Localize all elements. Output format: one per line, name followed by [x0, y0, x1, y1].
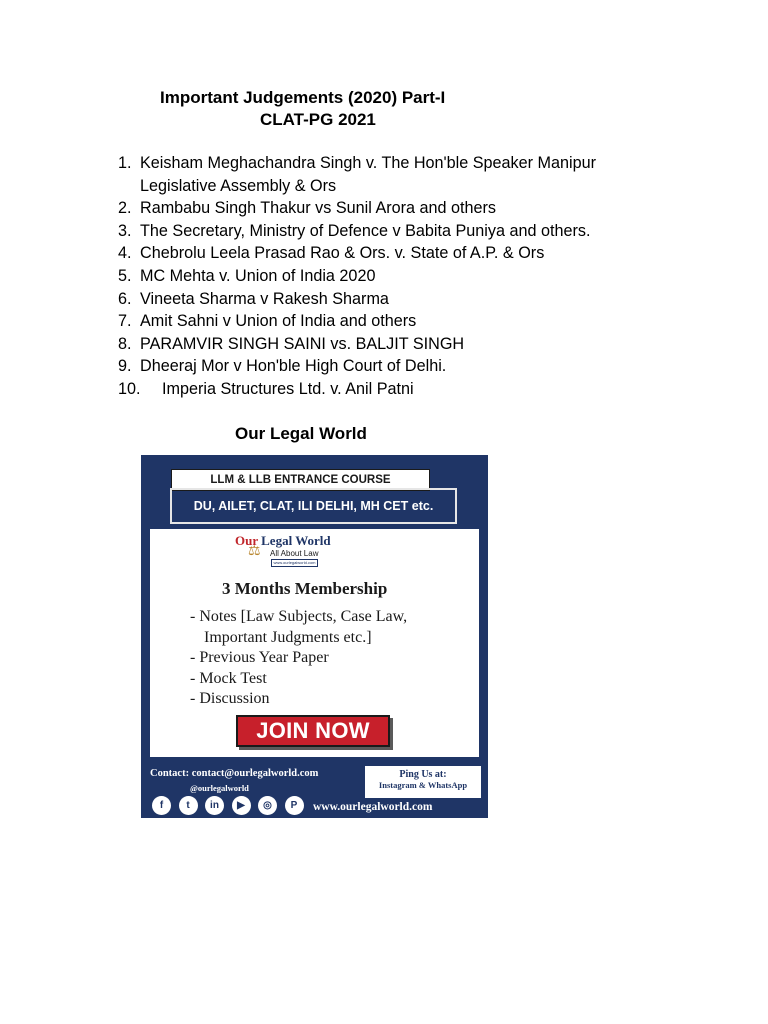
case-item: [118, 152, 718, 175]
case-number: [118, 175, 140, 198]
feature-list: [190, 607, 407, 710]
ping-subtitle: Instagram & WhatsApp: [378, 780, 468, 790]
case-item: [118, 378, 718, 401]
case-number: 8.: [118, 334, 132, 353]
feature-item: Important Judgments etc.]: [204, 628, 372, 646]
linkedin-icon[interactable]: in: [205, 796, 224, 815]
case-item: [118, 265, 718, 288]
logo-name: Our Legal World: [235, 533, 331, 548]
case-item: [118, 355, 718, 378]
logo-website: www.ourlegalworld.com: [271, 559, 318, 567]
social-handle: @ourlegalworld: [190, 783, 249, 793]
case-list: [118, 152, 718, 401]
exam-list: DU, AILET, CLAT, ILI DELHI, MH CET etc.: [170, 488, 457, 524]
membership-heading: 3 Months Membership: [222, 579, 388, 598]
brand-heading: Our Legal World: [235, 424, 367, 443]
case-item: [118, 242, 718, 265]
case-number: 7.: [118, 312, 132, 331]
advertisement-banner[interactable]: [141, 455, 488, 818]
case-item: [118, 197, 718, 220]
case-number: 3.: [118, 221, 132, 240]
document-title: Important Judgements (2020) Part-I: [160, 88, 446, 107]
youtube-icon[interactable]: ▶: [232, 796, 251, 815]
join-now-button[interactable]: JOIN NOW: [236, 715, 390, 747]
feature-item: - Notes [Law Subjects, Case Law,: [190, 608, 408, 625]
pinterest-icon[interactable]: P: [285, 796, 304, 815]
scales-icon: ⚖: [248, 542, 261, 558]
case-item: [118, 288, 718, 311]
case-text: Rambabu Singh Thakur vs Sunil Arora and others: [140, 199, 497, 218]
case-number: 9.: [118, 357, 132, 376]
case-item: [118, 220, 718, 243]
case-item: [118, 310, 718, 333]
case-text: Chebrolu Leela Prasad Rao & Ors. v. State of A.P. & Ors: [140, 244, 545, 263]
case-text: Dheeraj Mor v Hon'ble High Court of Delhi.: [140, 357, 447, 376]
website-link[interactable]: www.ourlegalworld.com: [313, 801, 433, 813]
feature-item: - Discussion: [190, 690, 270, 707]
feature-item: - Mock Test: [190, 669, 267, 687]
membership-panel: [150, 529, 479, 757]
case-item: [118, 333, 718, 356]
contact-email: Contact: contact@ourlegalworld.com: [150, 768, 319, 779]
case-number: 4.: [118, 244, 132, 263]
case-text: Legislative Assembly & Ors: [140, 176, 337, 195]
case-text: Imperia Structures Ltd. v. Anil Patni: [162, 379, 414, 398]
case-number: 1.: [118, 154, 132, 172]
case-text: PARAMVIR SINGH SAINI vs. BALJIT SINGH: [140, 334, 465, 353]
twitter-icon[interactable]: t: [179, 796, 198, 815]
logo-tagline: All About Law: [270, 549, 319, 558]
case-number: 6.: [118, 289, 132, 308]
case-number: 2.: [118, 199, 132, 218]
case-text: Amit Sahni v Union of India and others: [140, 312, 417, 331]
case-text: MC Mehta v. Union of India 2020: [140, 266, 376, 285]
ping-title: Ping Us at:: [399, 769, 447, 780]
ping-box: [365, 766, 481, 798]
case-number: 10.: [118, 379, 141, 398]
course-title: LLM & LLB ENTRANCE COURSE: [171, 469, 430, 491]
instagram-icon[interactable]: ◎: [258, 796, 277, 815]
case-text: Keisham Meghachandra Singh v. The Hon'ble Speaker Manipur: [140, 154, 597, 172]
case-number: 5.: [118, 266, 132, 285]
facebook-icon[interactable]: f: [152, 796, 171, 815]
social-icons: [152, 796, 311, 815]
case-item-continuation: [118, 175, 718, 198]
case-text: The Secretary, Ministry of Defence v Babita Puniya and others.: [140, 221, 591, 240]
document-subtitle: CLAT-PG 2021: [260, 110, 376, 129]
case-text: Vineeta Sharma v Rakesh Sharma: [140, 289, 389, 308]
feature-item: - Previous Year Paper: [190, 649, 329, 666]
